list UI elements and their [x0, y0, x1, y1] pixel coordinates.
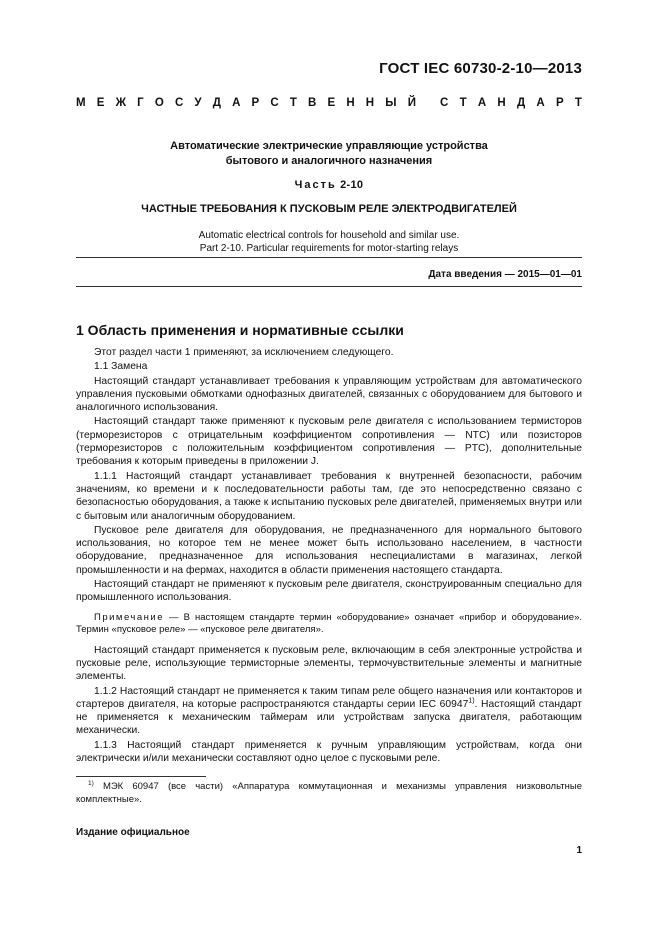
banner-letter: Н — [497, 97, 506, 109]
page-number: 1 — [576, 845, 582, 856]
title-ru-line-1: Автоматические электрические управляющие устройства — [170, 140, 488, 152]
document-title-en — [76, 229, 582, 255]
footnote — [76, 781, 582, 806]
banner-letter: Й — [407, 97, 416, 109]
banner-letter: Н — [346, 97, 355, 109]
divider-top — [76, 257, 582, 258]
official-edition-label: Издание официальное — [76, 827, 190, 838]
banner-letter: М — [76, 97, 86, 109]
specific-requirements-title: ЧАСТНЫЕ ТРЕБОВАНИЯ К ПУСКОВЫМ РЕЛЕ ЭЛЕКТРОДВИГАТЕЛЕЙ — [141, 203, 517, 215]
footnote-text: МЭК 60947 (все части) «Аппаратура коммутационная и механизмы управления низковольтные комплектные». — [76, 781, 582, 805]
standard-number: ГОСТ IEC 60730-2-10—2013 — [379, 60, 582, 77]
part-number: 2-10 — [340, 179, 364, 191]
banner-letter: Р — [555, 97, 564, 109]
section-heading: 1 Область применения и нормативные ссылки — [76, 322, 404, 338]
banner-letter: О — [154, 97, 164, 109]
title-en-line-2: Part 2-10. Particular requirements for motor-starting relays — [199, 243, 459, 254]
banner-letter: Д — [516, 97, 526, 109]
banner-letter: С — [174, 97, 184, 109]
paragraph-part: . Настоящий стандарт не применяется к механическим таймерам или устройствам запуска двигателя, работающим механически. — [76, 698, 582, 737]
banner-letter: А — [232, 97, 241, 109]
banner-letter: Н — [365, 97, 375, 109]
paragraph: 1.1 Замена — [94, 361, 148, 373]
part-word: Часть — [294, 179, 337, 191]
banner-letter: Т — [459, 97, 467, 109]
banner-letter: В — [308, 97, 317, 109]
paragraph: Настоящий стандарт также применяют к пусковым реле двигателя с использованием термисторов (терморезисторов с отрицательным коэффициентом сопротивления — NTC) или позисторов (терморезисторов с положительным коэффициентом сопротивления — PTC), дополнительные требования к которым приведены в приложении J. — [76, 416, 582, 468]
part-label — [76, 179, 582, 191]
banner-letter: Р — [251, 97, 260, 109]
note-text: — В настоящем стандарте термин «оборудование» означает «прибор и оборудование». Термин «пусковое реле» — «пусковое реле двигателя». — [76, 611, 582, 636]
introduction-date: Дата введения — 2015—01—01 — [428, 269, 582, 280]
banner-word-interstate — [76, 97, 416, 109]
banner-letter: Д — [212, 97, 221, 109]
paragraph: Настоящий стандарт устанавливает требования к управляющим устройствам для автоматического управления пусковыми обмотками однофазных двигателей, связанных с оборудованием для бытового и аналогичного использования. — [76, 375, 582, 414]
paragraph: Этот раздел части 1 применяют, за исключением следующего. — [94, 347, 394, 358]
note-label: Примечание — [94, 611, 164, 623]
banner-letter: Т — [574, 97, 582, 109]
footnote-marker: 1) — [88, 779, 94, 787]
interstate-standard-banner — [76, 97, 582, 109]
paragraph: 1.1.3 Настоящий стандарт применяется к ручным управляющим устройствам, когда они электрически и/или механически составляют одно целое с пусковыми реле. — [76, 739, 582, 765]
title-ru-line-2: бытового и аналогичного назначения — [225, 154, 433, 167]
banner-letter: А — [536, 97, 545, 109]
paragraph: Настоящий стандарт применяется к пусковым реле, включающим в себя электронные устройства и пусковые реле, использующие термисторные элементы, термочувствительные элементы и магнитные элементы. — [76, 644, 582, 683]
paragraph: Пусковое реле двигателя для оборудования, не предназначенного для нормального бытового использования, но которое тем не менее может быть использовано населением, в частности оборудование, предназначенное для использования неспециалистами в магазинах, легкой промышленности и на фермах, находится в области применения настоящего стандарта. — [76, 524, 582, 576]
banner-letter: Е — [327, 97, 336, 109]
paragraph — [76, 685, 582, 738]
banner-word-standard — [440, 97, 582, 109]
title-en-line-1: Automatic electrical controls for household and similar use. — [198, 230, 460, 241]
banner-letter: Ы — [385, 97, 397, 109]
banner-letter: С — [270, 97, 279, 109]
footnote-rule — [76, 776, 206, 777]
banner-letter: А — [477, 97, 487, 109]
banner-letter: Г — [137, 97, 144, 109]
paragraph: 1.1.1 Настоящий стандарт устанавливает требования к внутренней безопасности, рабочим значениям, ко времени и к последовательности работы там, где это непосредственно связано с безопасностью оборудования, а также к испытанию пусковых реле двигателей, применяемых внутри или с бытовым или аналогичным оборудованием. — [76, 470, 582, 522]
divider-bottom — [76, 286, 582, 287]
document-title-ru — [76, 139, 582, 168]
section-body — [76, 346, 582, 766]
note — [76, 612, 582, 637]
footnote-reference: 1) — [468, 697, 475, 705]
banner-letter: С — [440, 97, 449, 109]
paragraph: Настоящий стандарт не применяют к пусковым реле двигателя, сконструированным специально для промышленного использования. — [76, 579, 582, 604]
banner-letter: Е — [96, 97, 105, 109]
banner-letter: У — [194, 97, 202, 109]
paragraph-part: 1.1.2 Настоящий стандарт не применяется к таким типам реле общего назначения или контакторов и стартеров двигателя, на которые распространяются стандарты серии IEC 60947 — [76, 685, 582, 710]
banner-letter: Т — [289, 97, 297, 109]
banner-letter: Ж — [115, 97, 126, 109]
